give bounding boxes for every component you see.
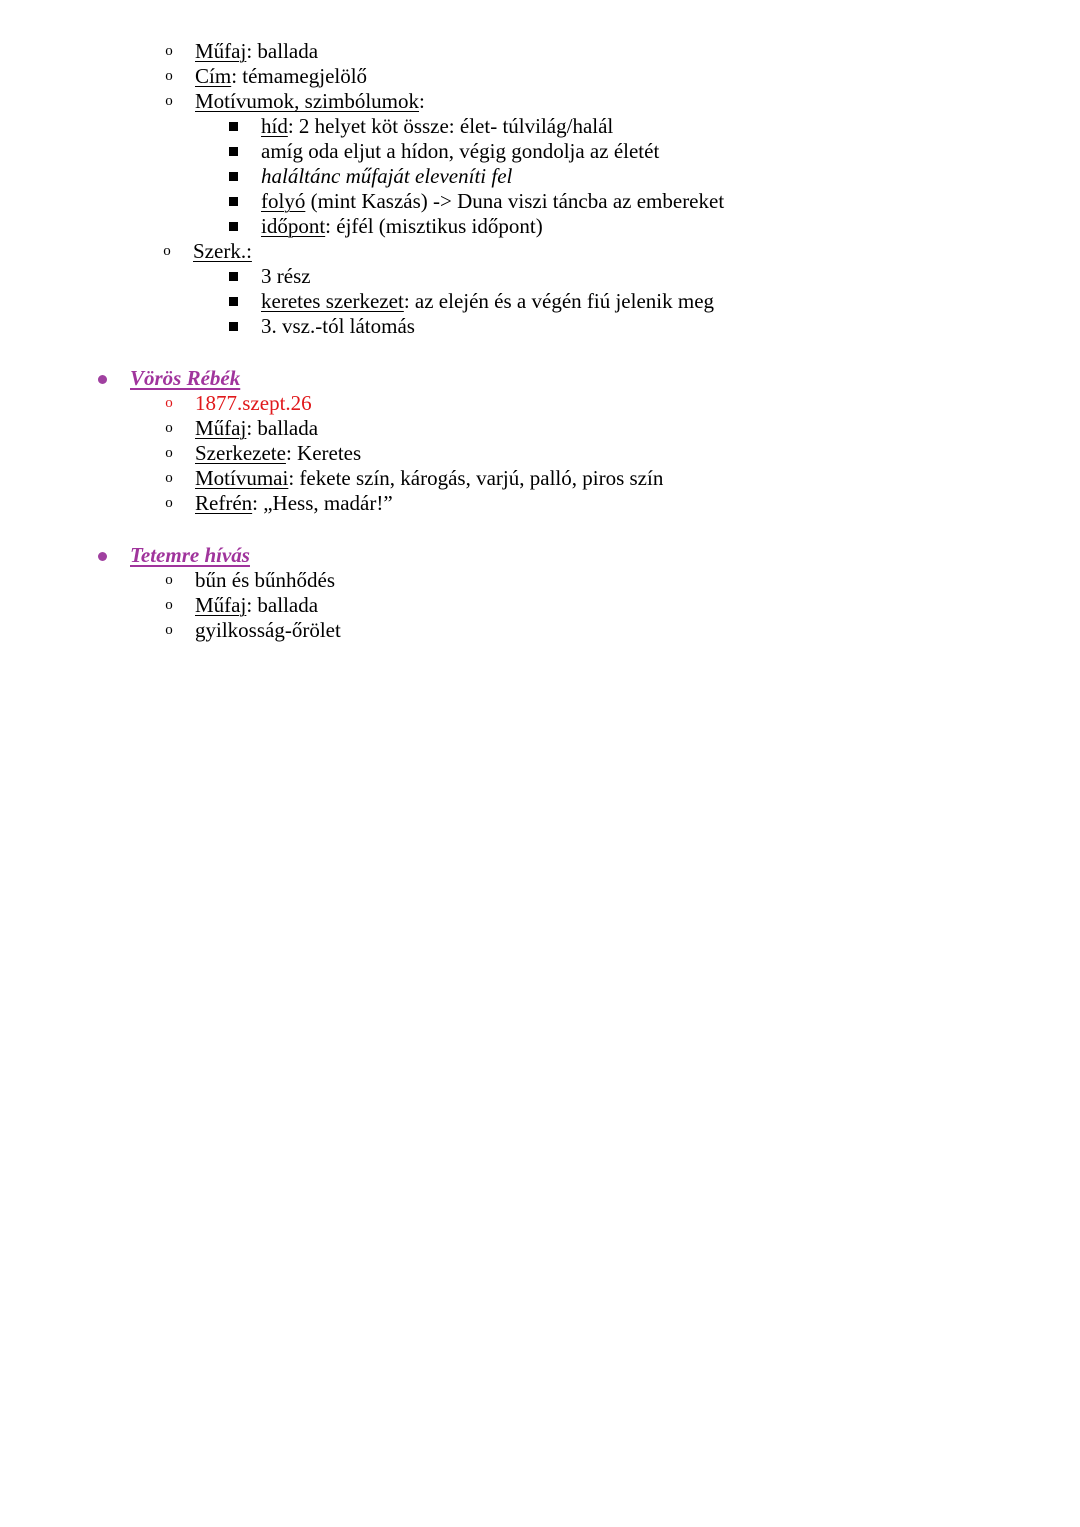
item-label: Műfaj [195, 416, 247, 440]
item-label: Műfaj [195, 39, 247, 63]
item-text: gyilkosság-őrölet [195, 618, 341, 642]
item-text: bűn és bűnhődés [195, 568, 335, 592]
hollow-circle-bullet-icon: o [165, 43, 173, 59]
hollow-circle-bullet-icon: o [165, 68, 173, 84]
square-bullet-icon [229, 197, 238, 206]
item-label: Műfaj [195, 593, 247, 617]
item-label: folyó [261, 189, 306, 213]
item-label: Szerk.: [193, 239, 252, 263]
item-text: 3. vsz.-tól látomás [261, 314, 415, 338]
item-text: haláltánc műfaját eleveníti fel [261, 164, 513, 188]
item-text: : ballada [246, 39, 319, 63]
item-label: Cím [195, 64, 232, 88]
item-label: keretes szerkezet [261, 289, 404, 313]
item-text: : [419, 89, 425, 113]
hollow-circle-bullet-icon: o [165, 470, 173, 486]
bullet-dot-icon [98, 375, 107, 384]
item-text: : éjfél (misztikus időpont) [325, 214, 543, 238]
hollow-circle-bullet-icon: o [165, 420, 173, 436]
square-bullet-icon [229, 147, 238, 156]
heading-title: Tetemre hívás [130, 543, 250, 567]
item-text: : témamegjelölő [231, 64, 368, 88]
square-bullet-icon [229, 297, 238, 306]
hollow-circle-bullet-icon: o [163, 243, 171, 259]
item-text: : Keretes [285, 441, 362, 465]
hollow-circle-bullet-icon: o [165, 495, 173, 511]
square-bullet-icon [229, 122, 238, 131]
square-bullet-icon [229, 222, 238, 231]
hollow-circle-bullet-icon: o [165, 597, 173, 613]
date-text: 1877.szept.26 [195, 391, 312, 415]
item-label: híd [261, 114, 288, 138]
item-label: Motívumai [195, 466, 289, 490]
item-text: amíg oda eljut a hídon, végig gondolja az életét [261, 139, 660, 163]
item-text: : 2 helyet köt össze: élet- túlvilág/halál [287, 114, 614, 138]
item-text: 3 rész [261, 264, 311, 288]
hollow-circle-bullet-icon: o [165, 622, 173, 638]
item-text: : „Hess, madár!” [252, 491, 393, 515]
item-text: (mint Kaszás) -> Duna viszi táncba az embereket [305, 189, 725, 213]
bullet-dot-icon [98, 552, 107, 561]
item-label: Refrén [195, 491, 253, 515]
hollow-circle-bullet-icon: o [165, 445, 173, 461]
item-label: időpont [261, 214, 326, 238]
square-bullet-icon [229, 272, 238, 281]
item-label: Szerkezete [195, 441, 286, 465]
item-text: : ballada [246, 416, 319, 440]
square-bullet-icon [229, 172, 238, 181]
hollow-circle-bullet-icon: o [165, 395, 173, 411]
square-bullet-icon [229, 322, 238, 331]
item-text: : ballada [246, 593, 319, 617]
item-text: : fekete szín, károgás, varjú, palló, piros szín [288, 466, 664, 490]
item-label: Motívumok, szimbólumok [195, 89, 420, 113]
hollow-circle-bullet-icon: o [165, 572, 173, 588]
heading-title: Vörös Rébék [130, 366, 241, 390]
item-text: : az elején és a végén fiú jelenik meg [403, 289, 715, 313]
hollow-circle-bullet-icon: o [165, 93, 173, 109]
